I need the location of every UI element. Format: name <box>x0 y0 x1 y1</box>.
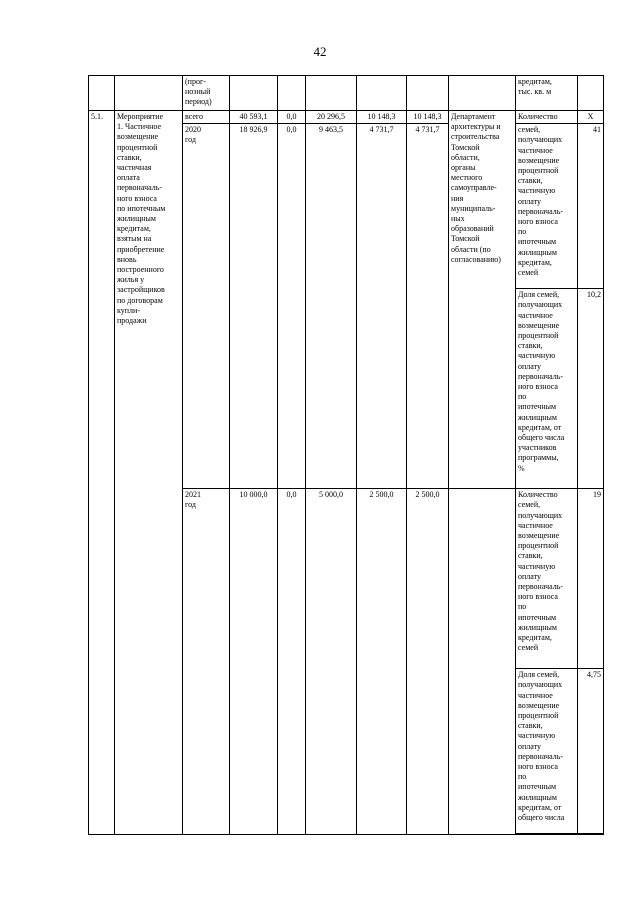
amount-regional: 9 463,5 <box>306 124 357 489</box>
indicator-value: 41 <box>578 124 604 289</box>
indicator-cell: Количество <box>516 111 578 124</box>
amount-other: 2 500,0 <box>407 489 449 835</box>
indicator-value: 4,75 <box>578 669 604 834</box>
indicator-cell: Количество семей, получающих частичное возмещение процентной ставки, частичную оплату первоначаль- ного взноса по ипотечным жилищным кредитам, семей <box>516 489 578 669</box>
amount-regional: 5 000,0 <box>306 489 357 835</box>
indicator-cell: Доля семей, получающих частичное возмещение процентной ставки, частичную оплату первоначаль- ного взноса по ипотечным жилищным кредитам, от общего числа участников программы, % <box>516 289 578 489</box>
executor-cell-empty <box>449 489 516 835</box>
amount-federal: 0,0 <box>278 489 306 835</box>
amount-federal: 0,0 <box>278 111 306 124</box>
period-cell: 2020 год <box>183 124 230 489</box>
period-cell: 2021 год <box>183 489 230 835</box>
amount-total: 40 593,1 <box>230 111 278 124</box>
indicator-value: Х <box>578 111 604 124</box>
cell-empty <box>115 76 183 111</box>
amount-total: 10 000,0 <box>230 489 278 835</box>
cell-empty <box>89 76 115 111</box>
indicator-value: 10,2 <box>578 289 604 489</box>
indicator-cell: кредитам, тыс. кв. м <box>516 76 578 111</box>
period-cell: (прог- нозный период) <box>183 76 230 111</box>
cell-empty <box>407 76 449 111</box>
amount-local: 10 148,3 <box>357 111 407 124</box>
amount-federal: 0,0 <box>278 124 306 489</box>
amount-other: 4 731,7 <box>407 124 449 489</box>
indicator-value: 19 <box>578 489 604 669</box>
table-row <box>89 111 604 124</box>
indicator-cell: семей, получающих частичное возмещение процентной ставки, частичную оплату первоначаль- ного взноса по ипотечным жилищным кредитам, семей <box>516 124 578 289</box>
cell-empty <box>278 76 306 111</box>
amount-total: 18 926,9 <box>230 124 278 489</box>
program-measures-table <box>88 75 604 835</box>
indicator-cell: Доля семей, получающих частичное возмещение процентной ставки, частичную оплату первоначаль- ного взноса по ипотечным жилищным кредитам, от общего числа <box>516 669 578 834</box>
amount-local: 4 731,7 <box>357 124 407 489</box>
cell-empty <box>230 76 278 111</box>
amount-regional: 20 296,5 <box>306 111 357 124</box>
continuation-row <box>89 76 604 111</box>
period-cell: всего <box>183 111 230 124</box>
amount-other: 10 148,3 <box>407 111 449 124</box>
amount-local: 2 500,0 <box>357 489 407 835</box>
cell-empty <box>306 76 357 111</box>
measure-number: 5.1. <box>89 111 115 835</box>
executor-cell: Департамент архитектуры и строительства Томской области, органы местного самоуправле- ния муниципаль- ных образований Томской области (по согласованию) <box>449 111 516 489</box>
cell-empty <box>578 76 604 111</box>
cell-empty <box>516 834 578 835</box>
cell-empty <box>357 76 407 111</box>
page-number: 42 <box>313 44 327 59</box>
measure-name: Мероприятие 1. Частичное возмещение процентной ставки, частичная оплата первоначаль- ного взноса по ипотечным жилищным кредитам, взятым на приобретение вновь построенного жилья у застройщиков по договорам купли- продажи <box>115 111 183 835</box>
cell-empty <box>578 834 604 835</box>
cell-empty <box>449 76 516 111</box>
